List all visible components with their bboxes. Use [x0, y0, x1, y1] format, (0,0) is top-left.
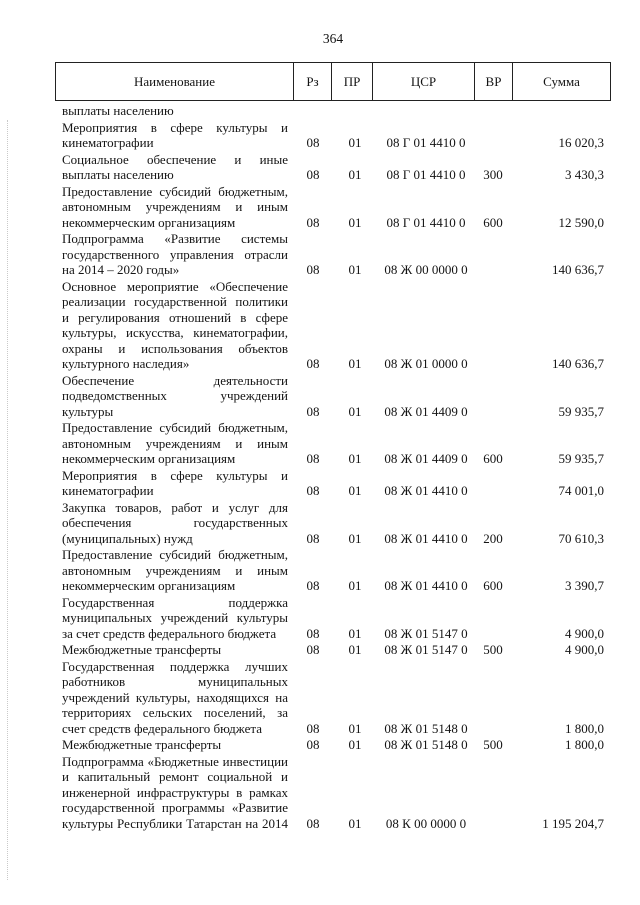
table-row: [55, 500, 611, 547]
sum-cell: 4 900,0: [565, 625, 604, 641]
pr-cell: 01: [348, 530, 362, 546]
header-rz: Рз: [294, 63, 332, 100]
name-line: Предоставление субсидий бюджетным,: [62, 420, 288, 435]
name-cell: [55, 547, 293, 594]
table-row: [55, 737, 611, 753]
pr-cell: 01: [348, 403, 362, 419]
name-line: выплаты населению: [62, 167, 174, 182]
pr-cell: 01: [348, 483, 362, 498]
name-line: муниципальных учреждений культуры: [62, 610, 288, 625]
rz-cell: 08: [306, 483, 320, 498]
table-row: [55, 373, 611, 420]
csr-cell: 08 Ж 01 4410 0: [384, 578, 468, 593]
name-line: кинематографии: [62, 483, 154, 498]
pr-cell: 01: [348, 167, 362, 182]
sum-cell: 1 195 204,7: [542, 815, 604, 831]
name-line: Межбюджетные трансферты: [62, 737, 222, 752]
table-row: [55, 279, 611, 372]
name-line: на 2014 – 2020 годы»: [62, 262, 180, 277]
name-line: государственного управления отрасли: [62, 246, 288, 262]
vr-cell: 600: [483, 214, 503, 230]
sum-cell: 70 610,3: [558, 530, 604, 546]
sum-cell: 1 800,0: [565, 720, 604, 736]
rz-cell: 08: [306, 356, 320, 371]
table-row: [55, 152, 611, 183]
name-cell: [55, 754, 293, 832]
rz-cell: 08: [306, 815, 320, 831]
vr-cell: 500: [483, 737, 503, 752]
rz-cell: 08: [306, 625, 320, 641]
rz-cell: 08: [306, 720, 320, 736]
name-line: Закупка товаров, работ и услуг для: [62, 499, 288, 515]
name-line: охраны и использования объектов: [62, 340, 288, 356]
rz-cell: 08: [306, 167, 320, 182]
name-line: Межбюджетные трансферты: [62, 642, 222, 657]
name-cell: [55, 595, 293, 642]
name-line: (муниципальных) нужд: [62, 530, 193, 546]
table-row: [55, 659, 611, 737]
csr-cell: 08 Ж 01 5147 0: [384, 642, 468, 657]
table-row: [55, 120, 611, 151]
header-sum: Сумма: [543, 73, 580, 89]
name-line: автономным учреждениям и иным: [62, 435, 288, 451]
name-line: государственной программы «Развитие: [62, 800, 288, 815]
name-line: реализации государственной политики: [62, 294, 288, 309]
name-cell: [55, 103, 293, 119]
vr-cell: 200: [483, 530, 503, 546]
vr-cell: 300: [483, 167, 503, 182]
sum-cell: 74 001,0: [558, 483, 604, 498]
csr-cell: 08 Ж 01 4410 0: [384, 483, 468, 498]
vr-cell: 600: [483, 451, 503, 466]
pr-cell: 01: [348, 356, 362, 371]
table-row: [55, 231, 611, 278]
pr-cell: 01: [348, 642, 362, 657]
name-line: культуры, искусства, кинематографии,: [62, 325, 288, 340]
name-cell: [55, 231, 293, 278]
name-cell: [55, 420, 293, 467]
name-line: кинематографии: [62, 135, 154, 150]
pr-cell: 01: [348, 815, 362, 831]
csr-cell: 08 Ж 01 4410 0: [384, 530, 468, 546]
name-line: подведомственных учреждений: [62, 388, 288, 403]
name-cell: [55, 279, 293, 372]
name-line: счет средств федерального бюджета: [62, 720, 262, 736]
pr-cell: 01: [348, 578, 362, 593]
sum-cell: 59 935,7: [558, 403, 604, 419]
name-line: некоммерческим организациям: [62, 214, 236, 230]
pr-cell: 01: [348, 135, 362, 150]
sum-cell: 3 390,7: [565, 578, 604, 593]
csr-cell: 08 Г 01 4410 0: [386, 135, 466, 150]
name-line: Основное мероприятие «Обеспечение: [62, 278, 288, 294]
table-row: [55, 595, 611, 642]
name-line: за счет средств федерального бюджета: [62, 625, 277, 641]
table-row: [55, 420, 611, 467]
name-line: Государственная поддержка лучших: [62, 658, 288, 674]
pr-cell: 01: [348, 625, 362, 641]
csr-cell: 08 Ж 01 5147 0: [384, 625, 468, 641]
pr-cell: 01: [348, 451, 362, 466]
rz-cell: 08: [306, 262, 320, 277]
name-line: автономным учреждениям и иным: [62, 562, 288, 578]
name-line: некоммерческим организациям: [62, 451, 236, 466]
name-line: Государственная поддержка: [62, 594, 288, 610]
name-line: Предоставление субсидий бюджетным,: [62, 183, 288, 199]
rz-cell: 08: [306, 135, 320, 150]
pr-cell: 01: [348, 214, 362, 230]
csr-cell: 08 Г 01 4410 0: [386, 167, 466, 182]
rz-cell: 08: [306, 578, 320, 593]
name-line: Обеспечение деятельности: [62, 372, 288, 388]
header-name: Наименование: [56, 63, 294, 100]
name-cell: [55, 500, 293, 547]
name-cell: [55, 659, 293, 737]
name-cell: [55, 152, 293, 183]
header-vr: ВР: [475, 63, 513, 100]
name-line: культуры Республики Татарстан на 2014: [62, 815, 288, 831]
rz-cell: 08: [306, 737, 320, 752]
name-line: Подпрограмма «Бюджетные инвестиции: [62, 753, 288, 769]
rz-cell: 08: [306, 403, 320, 419]
name-cell: [55, 184, 293, 231]
rz-cell: 08: [306, 214, 320, 230]
sum-cell: 140 636,7: [552, 356, 604, 371]
header-pr: ПР: [332, 63, 373, 100]
name-line: территориях сельских поселений, за: [62, 705, 288, 720]
csr-cell: 08 Ж 01 0000 0: [384, 356, 468, 371]
page-number: 364: [322, 31, 344, 46]
scan-edge-line: [7, 120, 8, 880]
sum-cell: 12 590,0: [558, 214, 604, 230]
name-cell: [55, 642, 293, 658]
name-line: учреждений культуры, находящихся на: [62, 689, 288, 705]
name-line: некоммерческим организациям: [62, 578, 236, 593]
table-row: [55, 642, 611, 658]
name-line: инженерной инфраструктуры в рамках: [62, 784, 288, 800]
rz-cell: 08: [306, 451, 320, 466]
table-row: [55, 103, 611, 119]
csr-cell: 08 Г 01 4410 0: [386, 214, 466, 230]
vr-cell: 600: [483, 578, 503, 593]
name-line: и капитальный ремонт социальной и: [62, 769, 288, 784]
rz-cell: 08: [306, 530, 320, 546]
table-row: [55, 468, 611, 499]
name-line: выплаты населению: [62, 103, 174, 118]
name-line: автономным учреждениям и иным: [62, 199, 288, 214]
name-cell: [55, 373, 293, 420]
name-line: Предоставление субсидий бюджетным,: [62, 547, 288, 562]
table-header: [55, 62, 611, 101]
csr-cell: 08 Ж 01 5148 0: [384, 720, 468, 736]
vr-cell: 500: [483, 642, 503, 657]
name-line: культуры: [62, 403, 114, 419]
name-cell: [55, 120, 293, 151]
name-line: Подпрограмма «Развитие системы: [62, 231, 288, 246]
csr-cell: 08 Ж 00 0000 0: [384, 262, 468, 277]
name-line: культурного наследия»: [62, 356, 190, 371]
name-cell: [55, 737, 293, 753]
pr-cell: 01: [348, 737, 362, 752]
table-row: [55, 184, 611, 231]
csr-cell: 08 Ж 01 5148 0: [384, 737, 468, 752]
sum-cell: 59 935,7: [558, 451, 604, 466]
name-line: работников муниципальных: [62, 674, 288, 689]
csr-cell: 08 К 00 0000 0: [385, 815, 467, 831]
name-line: Социальное обеспечение и иные: [62, 151, 288, 167]
table-body: [55, 103, 611, 832]
csr-cell: 08 Ж 01 4409 0: [384, 403, 468, 419]
table-row: [55, 754, 611, 832]
sum-cell: 16 020,3: [558, 135, 604, 150]
sum-cell: 4 900,0: [565, 642, 604, 657]
rz-cell: 08: [306, 642, 320, 657]
sum-cell: 3 430,3: [565, 167, 604, 182]
sum-cell: 1 800,0: [565, 737, 604, 752]
name-line: Мероприятия в сфере культуры и: [62, 119, 288, 135]
name-line: обеспечения государственных: [62, 515, 288, 530]
pr-cell: 01: [348, 720, 362, 736]
table-row: [55, 547, 611, 594]
sum-cell: 140 636,7: [552, 262, 604, 277]
pr-cell: 01: [348, 262, 362, 277]
name-line: Мероприятия в сфере культуры и: [62, 467, 288, 483]
csr-cell: 08 Ж 01 4409 0: [384, 451, 468, 466]
header-csr: ЦСР: [373, 63, 475, 100]
name-line: и регулирования отношений в сфере: [62, 309, 288, 325]
name-cell: [55, 468, 293, 499]
